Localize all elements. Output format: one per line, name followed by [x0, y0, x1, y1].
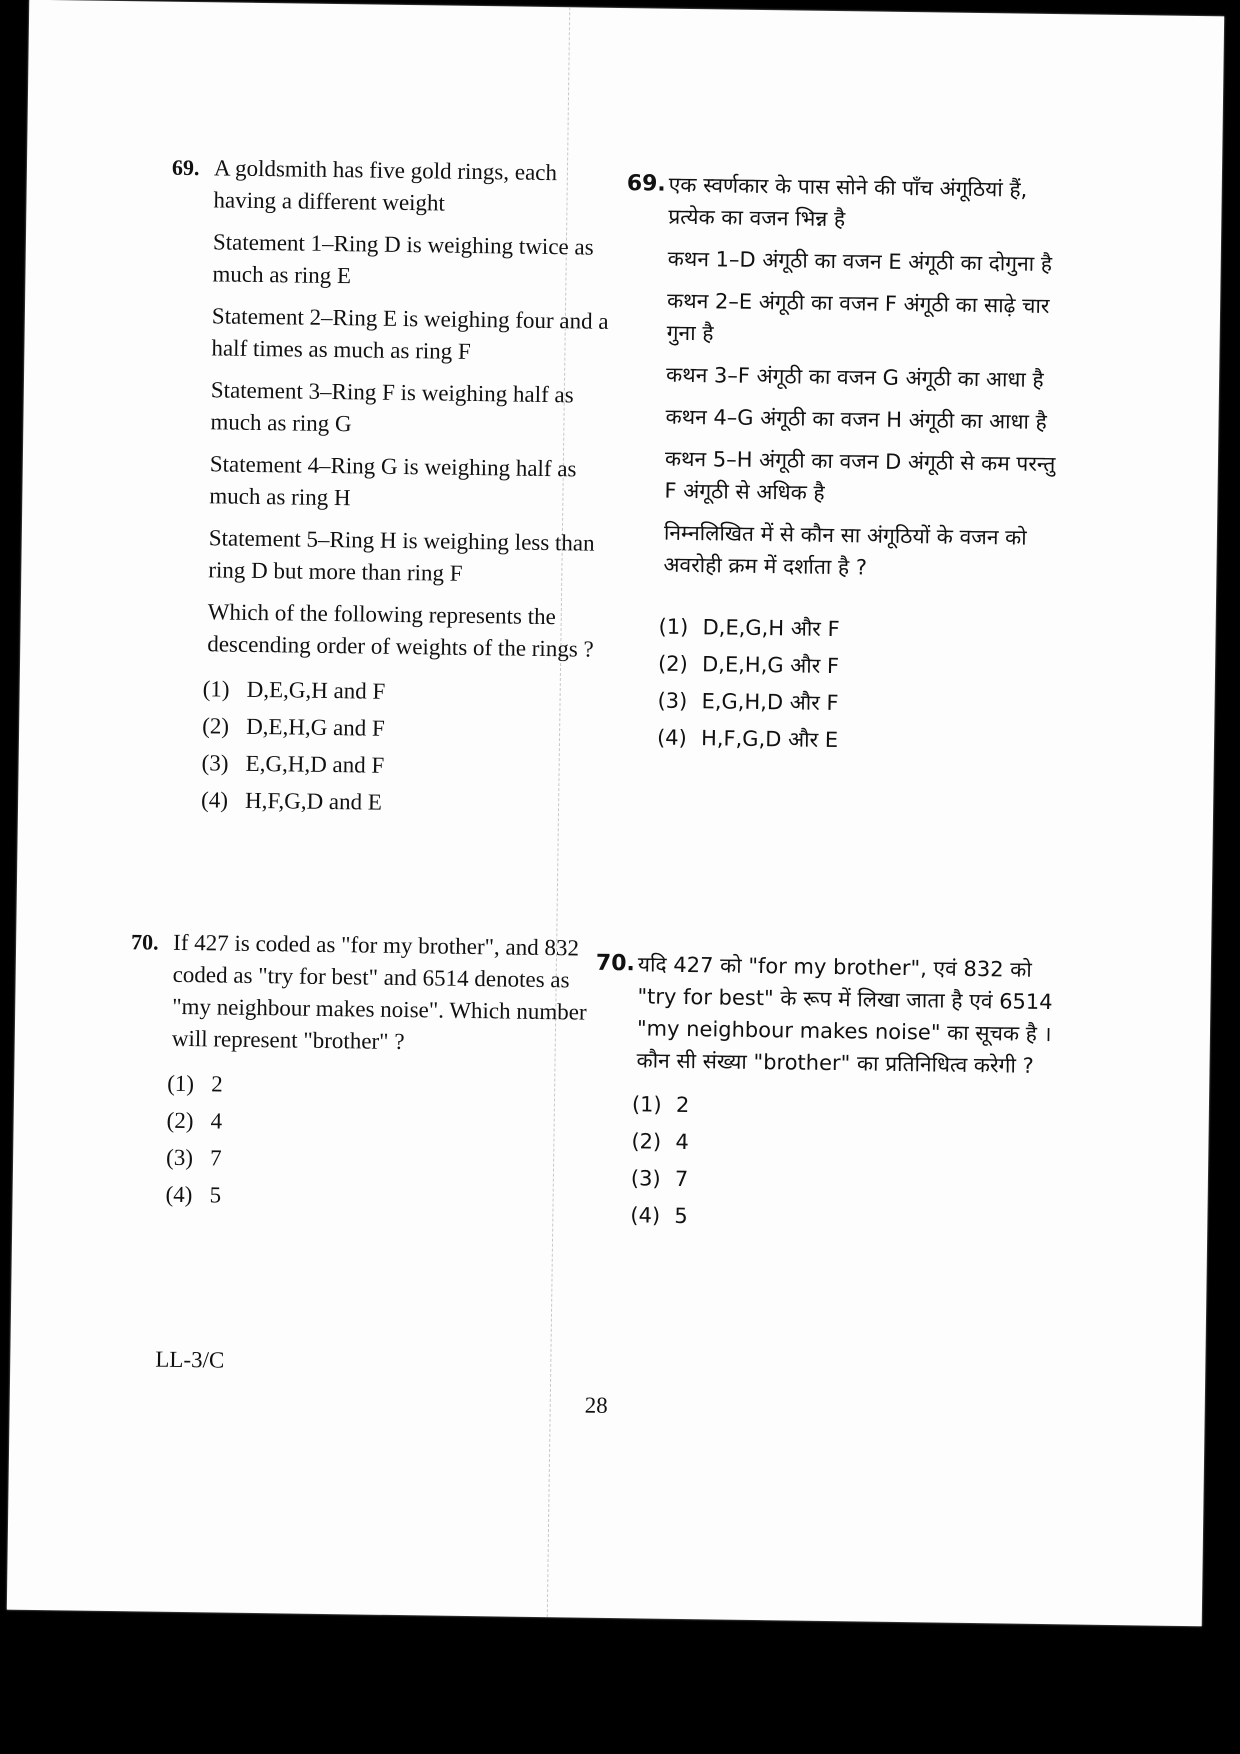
statement: Statement 4–Ring G is weighing half as much as ring H [209, 451, 577, 511]
option: (3) E,G,H,D और F [657, 688, 839, 716]
question-text: यदि 427 को "for my brother", एवं 832 को "try for best" के रूप में लिखा जाता है एवं 6514 "my neighbour makes noise" का सूचक है । कौन सी संख्या "brother" का प्रतिनिधित्व करेगी ? [636, 952, 1053, 1078]
hindi-column [595, 8, 1069, 1229]
question-number: 69. [171, 154, 200, 181]
question-text: एक स्वर्णकार के पास सोने की पाँच अंगूठियां हैं, प्रत्येक का वजन भिन्न है [668, 172, 1028, 232]
question-prompt: Which of the following represents the descending order of weights of the rings ? [207, 599, 594, 662]
option: (4) 5 [630, 1203, 688, 1229]
question-number: 70. [595, 950, 636, 977]
options-list [619, 608, 1061, 762]
page-number: 28 [584, 1392, 608, 1418]
question-70-en [127, 926, 611, 1219]
option: (3) E,G,H,D and F [201, 750, 385, 778]
statement: कथन 5–H अंगूठी का वजन D अंगूठी से कम परन्तु F अंगूठी से अधिक है [664, 446, 1056, 505]
statement: कथन 1–D अंगूठी का वजन E अंगूठी का दोगुना है [667, 246, 1053, 277]
paper-code: LL-3/C [155, 1346, 225, 1373]
option: (2) 4 [166, 1107, 223, 1134]
option: (1) D,E,G,H और F [658, 614, 840, 642]
option: (2) D,E,H,G and F [202, 713, 385, 741]
options-list [592, 1086, 1054, 1240]
option: (3) 7 [630, 1166, 689, 1192]
option: (4) H,F,G,D and E [200, 787, 383, 815]
question-text: If 427 is coded as "for my brother", and 832 coded as "try for best" and 6514 denotes as "my neighbour makes noise". Which number will represent "brother" ? [171, 929, 587, 1055]
statement: कथन 3–F अंगूठी का वजन G अंगूठी का आधा है [665, 362, 1044, 392]
statement: Statement 5–Ring H is weighing less than ring D but more than ring F [208, 525, 595, 586]
exam-page [7, 0, 1224, 1626]
statement: कथन 4–G अंगूठी का वजन H अंगूठी का आधा है [665, 404, 1047, 434]
option: (2) D,E,H,G और F [657, 651, 840, 679]
statement: Statement 1–Ring D is weighing twice as much as ring E [212, 229, 594, 289]
options-list [127, 1064, 609, 1219]
options-list [163, 670, 615, 824]
question-prompt: निम्नलिखित में से कौन सा अंगूठियों के वजन को अवरोही क्रम में दर्शाता है ? [663, 520, 1027, 580]
option: (4) H,F,G,D और E [656, 725, 839, 753]
statement: Statement 3–Ring F is weighing half as much as ring G [210, 377, 574, 437]
question-69-en [163, 152, 622, 824]
option: (1) D,E,G,H and F [202, 676, 386, 704]
question-text: A goldsmith has five gold rings, each having a different weight [213, 155, 558, 216]
option: (2) 4 [631, 1129, 689, 1155]
statement: कथन 2–E अंगूठी का वजन F अंगूठी का साढ़े चार गुना है [666, 288, 1050, 346]
question-number: 70. [130, 929, 159, 955]
question-number: 69. [626, 171, 666, 197]
english-column [130, 2, 624, 1208]
question-70-hi [592, 948, 1056, 1240]
option: (4) 5 [165, 1181, 222, 1208]
option: (1) 2 [631, 1092, 690, 1118]
question-69-hi [619, 168, 1067, 762]
option: (3) 7 [165, 1144, 222, 1171]
option: (1) 2 [167, 1070, 223, 1097]
statement: Statement 2–Ring E is weighing four and a half times as much as ring F [211, 303, 609, 364]
